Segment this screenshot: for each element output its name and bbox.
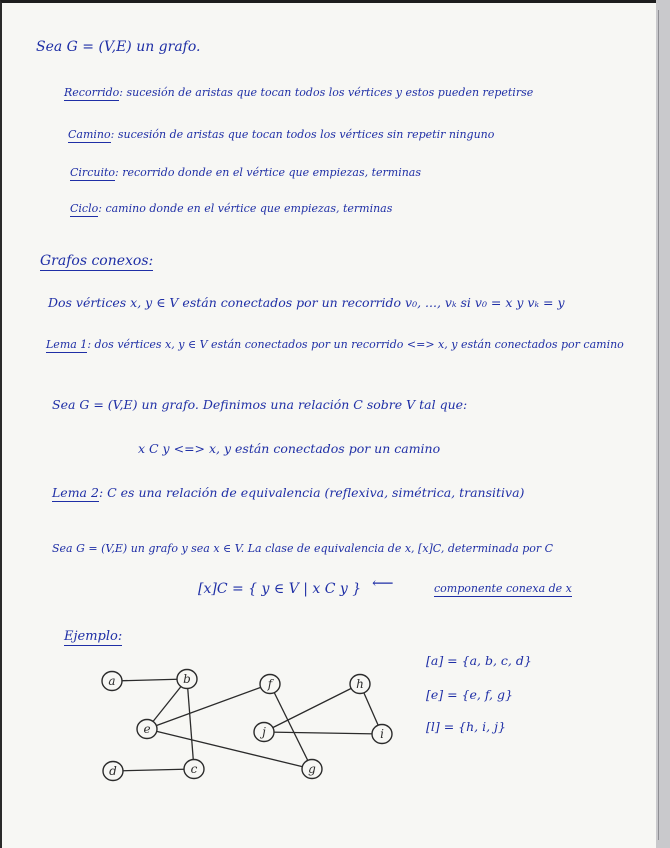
- graph-edge-e-g: [147, 729, 312, 769]
- graph-node-label: g: [308, 762, 316, 776]
- graph-edge-j-i: [264, 732, 382, 734]
- graph-edge-a-b: [112, 679, 187, 681]
- arrow-icon: ⟵: [372, 574, 394, 592]
- equivalence-class-2: [e] = {e, f, g}: [426, 687, 513, 702]
- definition-term: Ciclo: [70, 202, 99, 215]
- graph-node-a: [102, 672, 122, 691]
- graph-node-g: [302, 760, 322, 779]
- definition-term: Camino: [68, 128, 111, 141]
- relation-definition: Sea G = (V,E) un grafo. Definimos una relación C sobre V tal que:: [52, 397, 468, 412]
- section-title-text: Grafos conexos:: [40, 253, 154, 269]
- class-definition: Sea G = (V,E) un grafo y sea x ∈ V. La clase de equivalencia de x, [x]C, determinada por C: [52, 542, 554, 555]
- graph-node-b: [177, 670, 197, 689]
- connected-definition: Dos vértices x, y ∈ V están conectados por un recorrido v₀, ..., vₖ si v₀ = x y vₖ = y: [48, 295, 565, 310]
- graph-node-label: d: [109, 764, 117, 778]
- definition-text: : recorrido donde en el vértice que empiezas, terminas: [115, 166, 422, 179]
- intro-line: Sea G = (V,E) un grafo.: [36, 39, 201, 55]
- graph-node-c: [184, 760, 204, 779]
- lema-1-title: Lema 1: [46, 338, 88, 351]
- graph-edge-b-c: [187, 679, 194, 769]
- page-edge-line: [658, 10, 659, 840]
- graph-edge-j-h: [264, 684, 360, 732]
- equivalence-class-1: [a] = {a, b, c, d}: [426, 653, 532, 668]
- definition-text: : camino donde en el vértice que empiezas, terminas: [98, 202, 393, 215]
- graph-node-i: [372, 725, 392, 744]
- lema-1-text: : dos vértices x, y ∈ V están conectados por un recorrido <=> x, y están conectados por camino: [87, 338, 624, 351]
- graph-node-f: [260, 675, 280, 694]
- definition-text: : sucesión de aristas que tocan todos los vértices sin repetir ninguno: [110, 128, 495, 141]
- graph-edge-d-c: [113, 769, 194, 771]
- graph-node-h: [350, 675, 370, 694]
- lema-2-text: : C es una relación de equivalencia (reflexiva, simétrica, transitiva): [98, 485, 525, 500]
- example-title-text: Ejemplo:: [64, 629, 123, 644]
- graph-node-label: c: [190, 762, 198, 776]
- lema-2-title: Lema 2: [52, 485, 99, 500]
- definition-term: Recorrido: [64, 86, 120, 99]
- graph-node-label: b: [183, 672, 191, 686]
- relation-formula: x C y <=> x, y están conectados por un camino: [138, 441, 441, 456]
- graph-node-j: [254, 723, 274, 742]
- graph-node-e: [137, 720, 157, 739]
- class-note-text: componente conexa de x: [434, 582, 572, 595]
- definition-term: Circuito: [70, 166, 115, 179]
- definition-text: : sucesión de aristas que tocan todos los vértices y estos pueden repetirse: [119, 86, 534, 99]
- graph-node-label: j: [262, 725, 266, 739]
- equivalence-class-3: [l] = {h, i, j}: [426, 719, 506, 734]
- class-formula: [x]C = { y ∈ V | x C y }: [198, 581, 362, 597]
- example-graph: [2, 3, 656, 848]
- graph-node-label: h: [356, 677, 364, 691]
- graph-node-label: i: [380, 727, 384, 741]
- graph-node-label: f: [267, 677, 273, 691]
- graph-node-label: a: [108, 674, 116, 688]
- graph-node-label: e: [143, 722, 151, 736]
- graph-node-d: [103, 762, 123, 781]
